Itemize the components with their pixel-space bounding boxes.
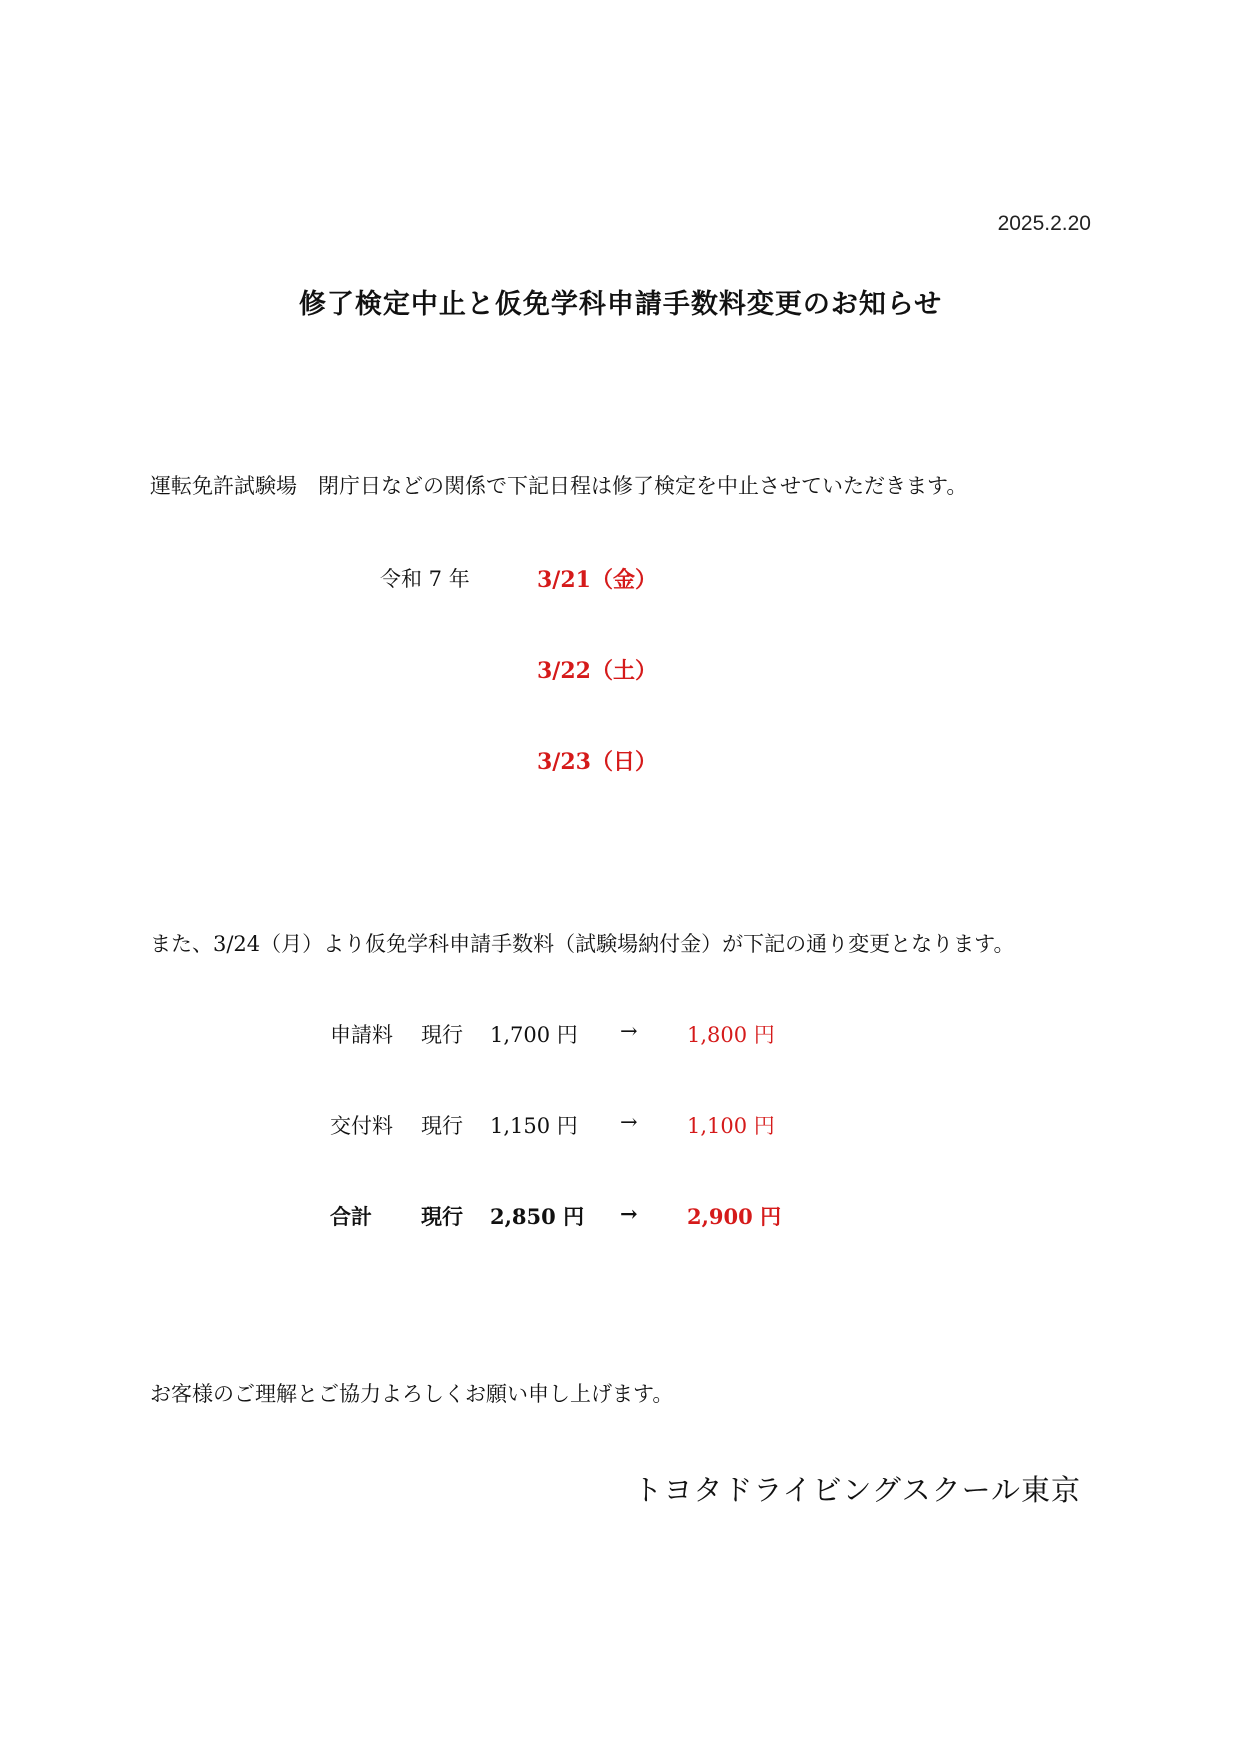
new-fee: 2,900 円 bbox=[687, 1204, 782, 1229]
old-fee: 2,850 円 bbox=[490, 1204, 585, 1229]
new-fee: 1,100 円 bbox=[687, 1114, 775, 1138]
arrow-icon: → bbox=[620, 1110, 638, 1134]
fee-label: 合計 bbox=[330, 1204, 372, 1229]
cancel-date-3: 3/23（日） bbox=[537, 749, 657, 775]
cancellation-paragraph: 運転免許試験場 閉庁日などの関係で下記日程は修了検定を中止させていただきます。 bbox=[150, 474, 968, 498]
page-title: 修了検定中止と仮免学科申請手数料変更のお知らせ bbox=[298, 289, 943, 320]
old-fee: 1,700 円 bbox=[490, 1023, 578, 1047]
fee-change-paragraph: また、3/24（月）より仮免学科申請手数料（試験場納付金）が下記の通り変更となります。 bbox=[150, 932, 1015, 956]
cancel-date-1: 3/21（金） bbox=[537, 567, 657, 593]
fee-label: 交付料 bbox=[330, 1114, 393, 1138]
notice-date: 2025.2.20 bbox=[997, 212, 1091, 235]
cancel-date-2: 3/22（土） bbox=[537, 658, 657, 684]
new-fee: 1,800 円 bbox=[687, 1023, 775, 1047]
arrow-icon: → bbox=[620, 1019, 638, 1043]
closing-paragraph: お客様のご理解とご協力よろしくお願い申し上げます。 bbox=[150, 1382, 674, 1406]
era-label: 令和 7 年 bbox=[380, 567, 470, 591]
signature: トヨタドライビングスクール東京 bbox=[633, 1473, 1081, 1507]
old-fee: 1,150 円 bbox=[490, 1114, 578, 1138]
current-label: 現行 bbox=[421, 1204, 463, 1229]
fee-label: 申請料 bbox=[330, 1023, 393, 1047]
current-label: 現行 bbox=[421, 1114, 463, 1138]
arrow-icon: → bbox=[620, 1201, 638, 1226]
current-label: 現行 bbox=[421, 1023, 463, 1047]
